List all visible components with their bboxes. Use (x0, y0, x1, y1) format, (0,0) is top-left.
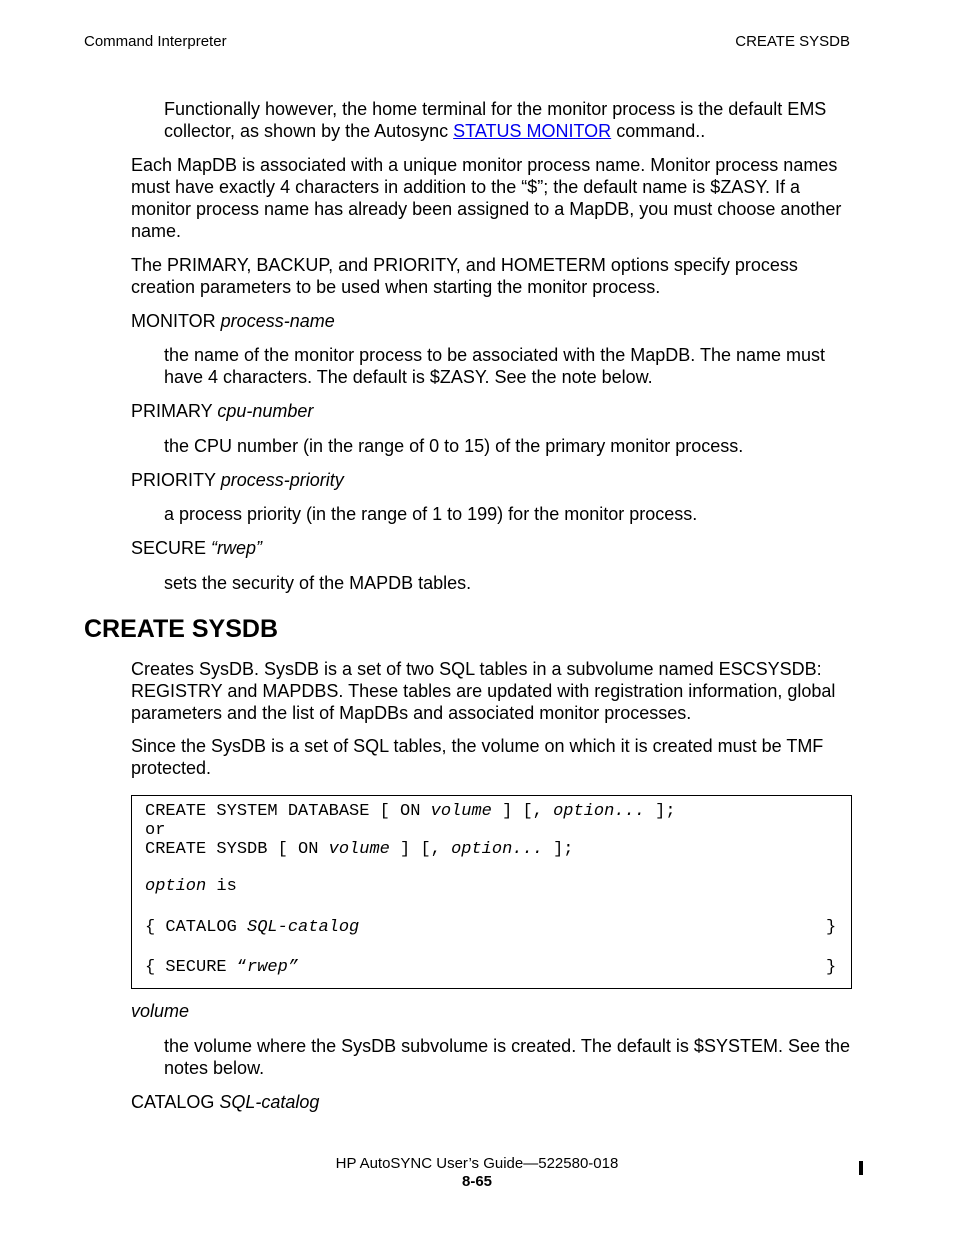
option-priority-label (131, 469, 856, 491)
page-number: 8-65 (461, 1173, 493, 1190)
option-secure-desc: sets the security of the MAPDB tables. (164, 573, 472, 593)
syntax-param: option (145, 877, 207, 896)
option-priority-desc: a process priority (in the range of 1 to 199) for the monitor process. (164, 504, 698, 524)
syntax-brace-close-2: } (826, 958, 837, 977)
footer-title: HP AutoSYNC User’s Guide—522580-018 (335, 1155, 619, 1172)
syntax-text: ]; (542, 840, 574, 859)
syntax-line-or: or (145, 821, 166, 840)
syntax-box (131, 795, 852, 989)
syntax-param: rwep” (247, 958, 299, 977)
running-header-right: CREATE SYSDB (735, 33, 850, 50)
status-monitor-link[interactable]: STATUS MONITOR (453, 121, 612, 141)
syntax-text: { SECURE “ (145, 958, 248, 977)
running-header-left: Command Interpreter (84, 33, 227, 50)
paragraph-sysdb-1: Creates SysDB. SysDB is a set of two SQL tables in a subvolume named ESCSYSDB: REGISTRY and MAPDBS. These tables are updated with registration information, global parameters and the list of MapDBs and associated monitor processes. (131, 659, 836, 723)
syntax-brace-close-1: } (826, 918, 837, 937)
syntax-param: volume (328, 840, 390, 859)
option-primary-desc: the CPU number (in the range of 0 to 15) of the primary monitor process. (164, 436, 744, 456)
option-param: process-priority (220, 470, 344, 490)
paragraph-text: Functionally however, the home terminal for the monitor process is the default EMS collector, as shown by the Autosync (164, 99, 827, 141)
option-param: process-name (220, 311, 335, 331)
syntax-param: option... (553, 802, 645, 821)
change-bar (859, 1161, 863, 1175)
paragraph-sysdb-2: Since the SysDB is a set of SQL tables, the volume on which it is created must be TMF protected. (131, 736, 824, 778)
option-primary-label (131, 400, 856, 422)
option-keyword: PRIORITY (131, 470, 221, 490)
option-keyword: PRIMARY (131, 401, 218, 421)
paragraph-mapdb-1: Each MapDB is associated with a unique monitor process name. Monitor process names must have exactly 4 characters in addition to the “$”; the default name is $ZASY. If a monitor process name has already been assigned to a MapDB, you must choose another name. (131, 155, 842, 241)
option-keyword: MONITOR (131, 311, 221, 331)
option-monitor-desc: the name of the monitor process to be associated with the MapDB. The name must have 4 characters. The default is $ZASY. See the note below. (164, 345, 826, 387)
option-volume-desc: the volume where the SysDB subvolume is created. The default is $SYSTEM. See the notes below. (164, 1036, 851, 1078)
syntax-param: option... (451, 840, 543, 859)
syntax-text: ]; (644, 802, 676, 821)
paragraph-text-end: command.. (611, 121, 706, 141)
option-monitor-label (131, 310, 856, 332)
option-keyword: CATALOG (131, 1092, 220, 1112)
option-volume-label: volume (131, 1001, 190, 1021)
option-param: SQL-catalog (219, 1092, 320, 1112)
section-heading: CREATE SYSDB (84, 615, 279, 643)
syntax-text: { CATALOG (145, 918, 248, 937)
option-catalog-label (131, 1091, 856, 1113)
syntax-line-catalog (145, 918, 359, 937)
option-secure-label (131, 537, 856, 559)
paragraph-functional (164, 98, 859, 142)
syntax-text: is (206, 877, 237, 896)
syntax-param: volume (430, 802, 492, 821)
option-param: cpu-number (217, 401, 314, 421)
option-keyword: SECURE (131, 538, 212, 558)
syntax-text: ] [, (389, 840, 452, 859)
syntax-text: ] [, (491, 802, 554, 821)
syntax-line-secure (145, 958, 298, 977)
syntax-text: CREATE SYSDB [ ON (145, 840, 329, 859)
syntax-text: CREATE SYSTEM DATABASE [ ON (145, 802, 431, 821)
syntax-line-1 (145, 802, 676, 821)
option-param: “rwep” (211, 538, 263, 558)
syntax-line-3 (145, 840, 574, 859)
syntax-line-option-is (145, 877, 237, 896)
syntax-param: SQL-catalog (247, 918, 360, 937)
paragraph-mapdb-2: The PRIMARY, BACKUP, and PRIORITY, and HOMETERM options specify process creation parameters to be used when starting the monitor process. (131, 255, 798, 297)
